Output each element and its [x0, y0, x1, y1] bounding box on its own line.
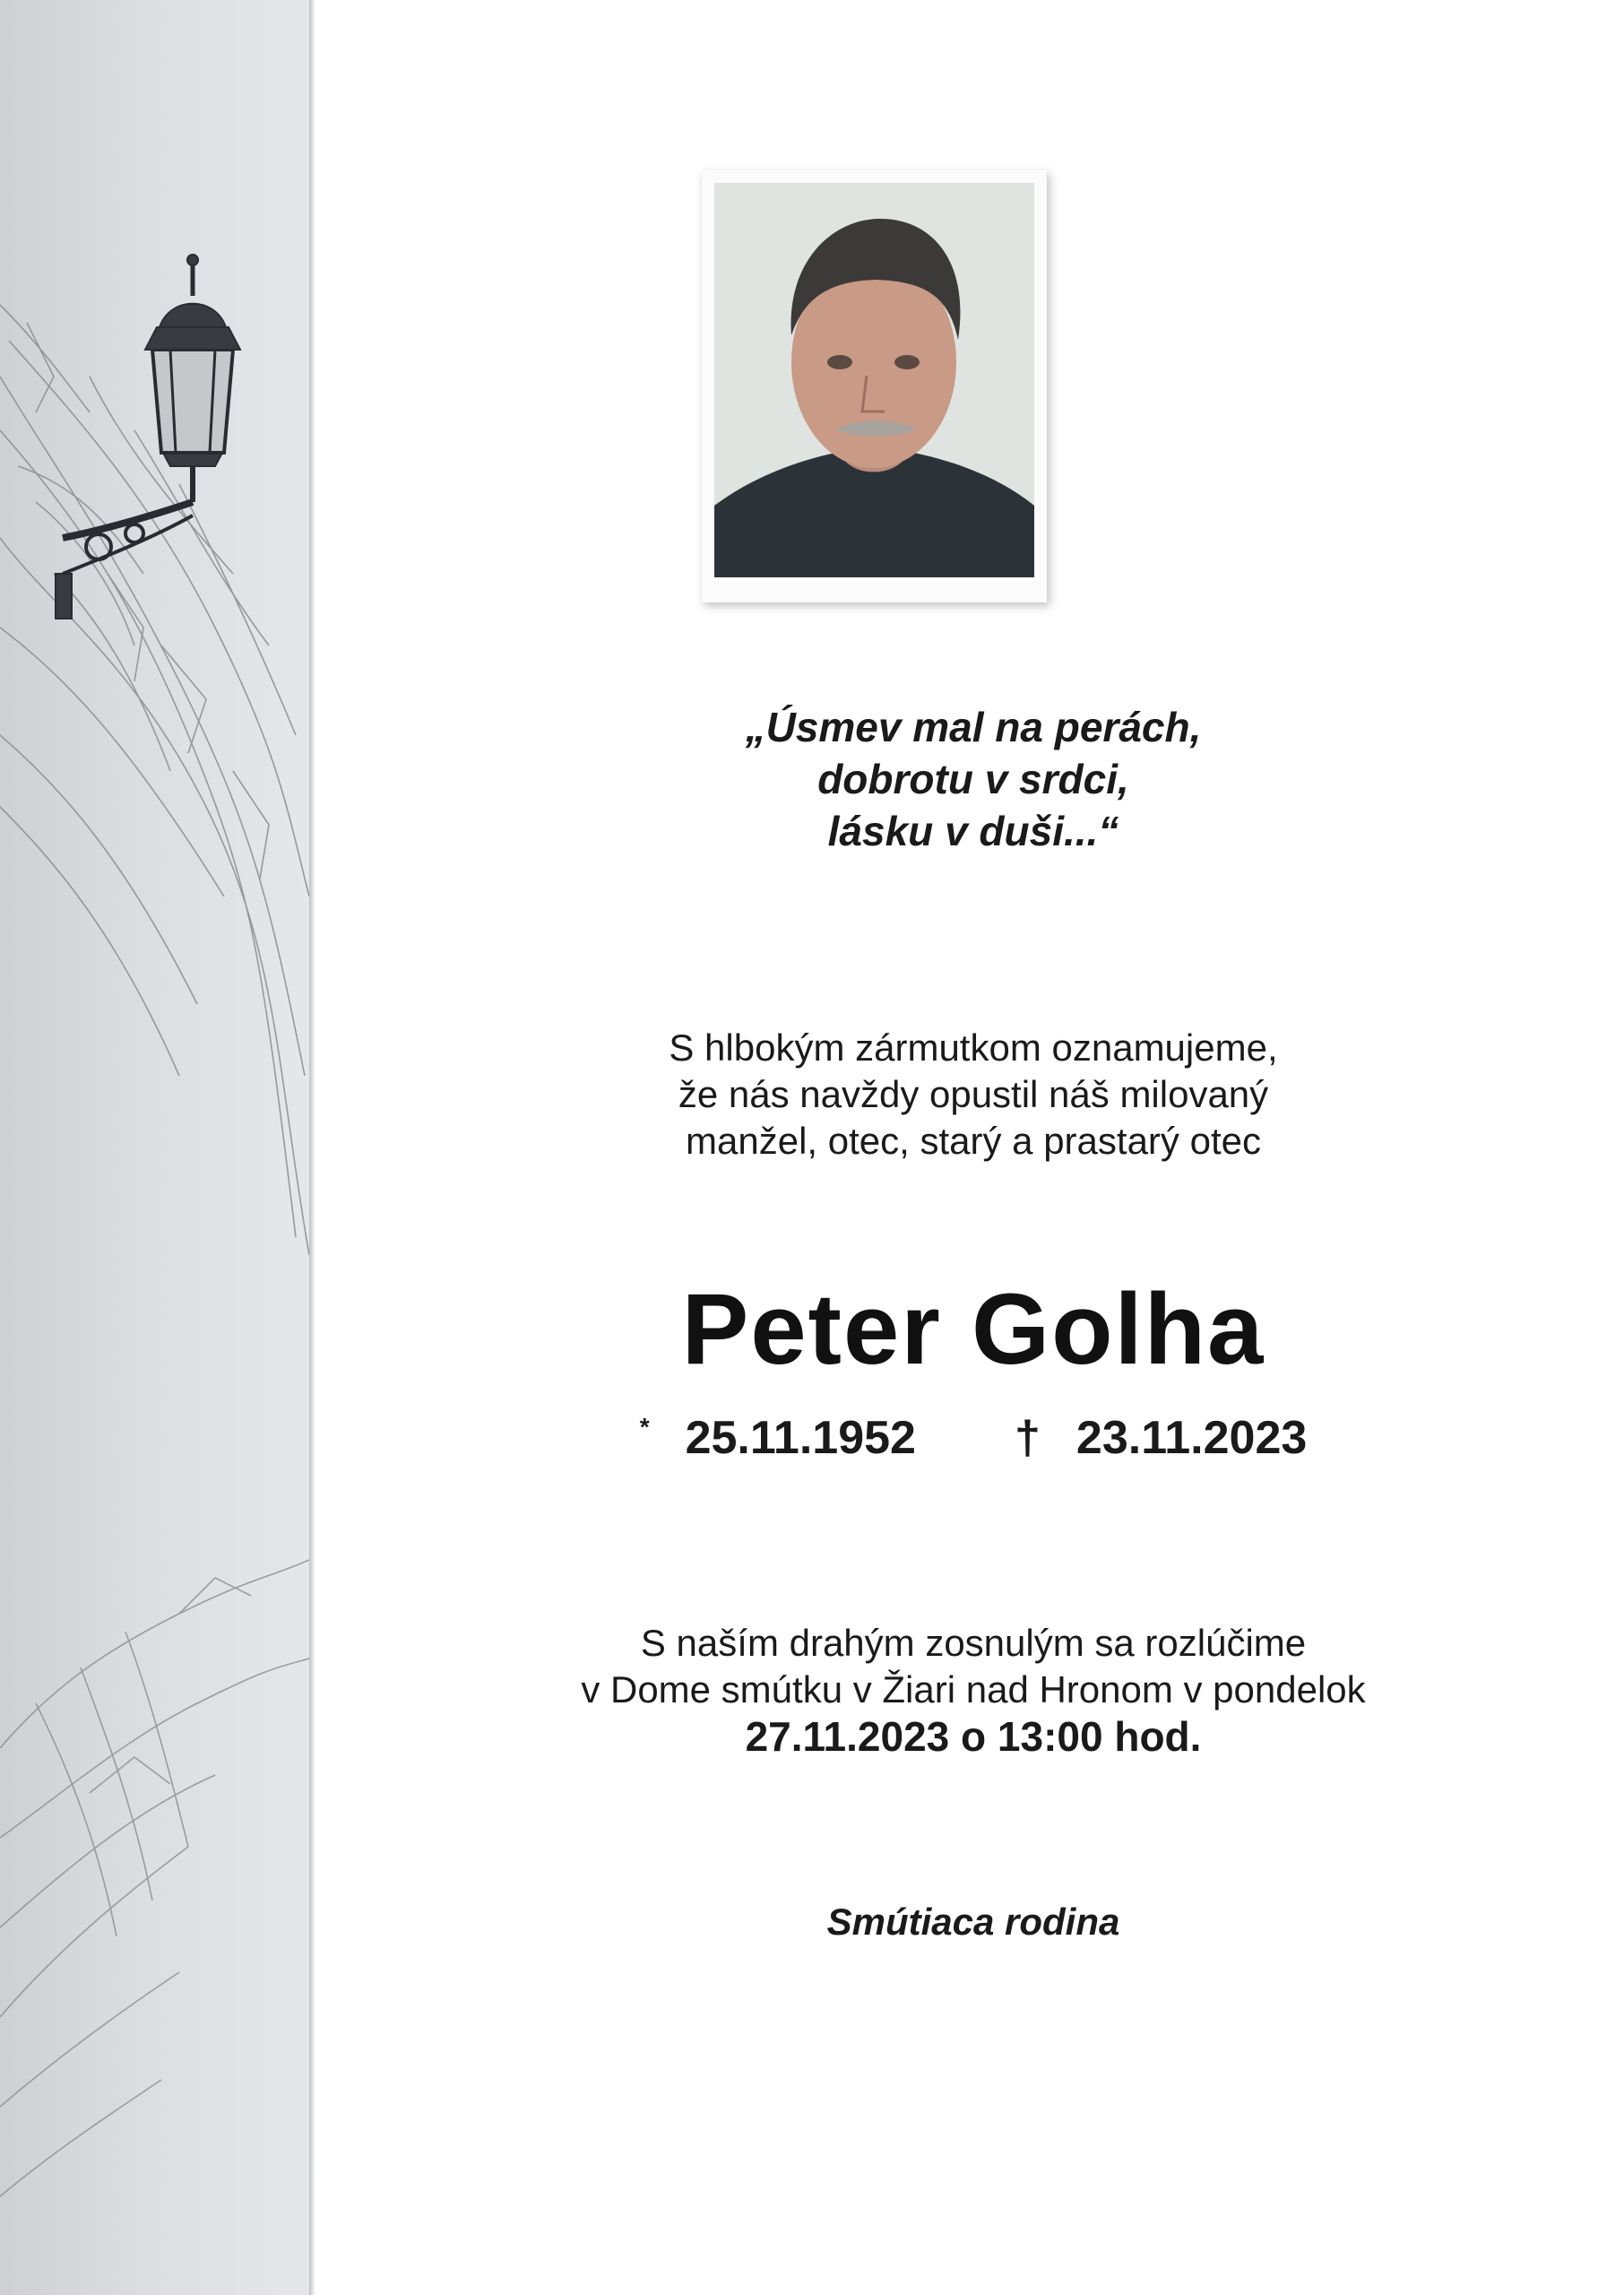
announcement-block	[323, 1025, 1624, 1165]
farewell-datetime: 27.11.2023 o 13:00 hod.	[745, 1713, 1202, 1760]
quote-block	[323, 701, 1624, 857]
announcement-line: že nás navždy opustil náš milovaný	[678, 1073, 1269, 1115]
quote-line: dobrotu v srdci,	[817, 756, 1129, 802]
portrait-photo	[714, 183, 1034, 577]
quote-line: lásku v duši...“	[827, 808, 1119, 854]
farewell-block	[323, 1620, 1624, 1760]
birth-date: 25.11.1952	[685, 1412, 916, 1464]
street-lamp-with-branches-icon	[0, 0, 309, 2295]
announcement-line: S hlbokým zármutkom oznamujeme,	[669, 1026, 1278, 1069]
deceased-name: Peter Golha	[681, 1273, 1266, 1385]
farewell-line: S naším drahým zosnulým sa rozlúčime	[640, 1622, 1307, 1664]
portrait-frame	[702, 170, 1047, 602]
farewell-line: v Dome smútku v Žiari nad Hronom v pondelok	[581, 1668, 1366, 1710]
birth-star-icon: *	[639, 1413, 650, 1441]
announcement-line: manžel, otec, starý a prastarý otec	[686, 1120, 1261, 1162]
signature: Smútiaca rodina	[826, 1901, 1120, 1943]
side-panel-edge	[309, 0, 315, 2295]
death-cross-icon: †	[1014, 1412, 1041, 1464]
life-dates	[323, 1399, 1624, 1467]
quote-line: „Úsmev mal na perách,	[745, 704, 1202, 750]
death-date: 23.11.2023	[1075, 1412, 1308, 1464]
